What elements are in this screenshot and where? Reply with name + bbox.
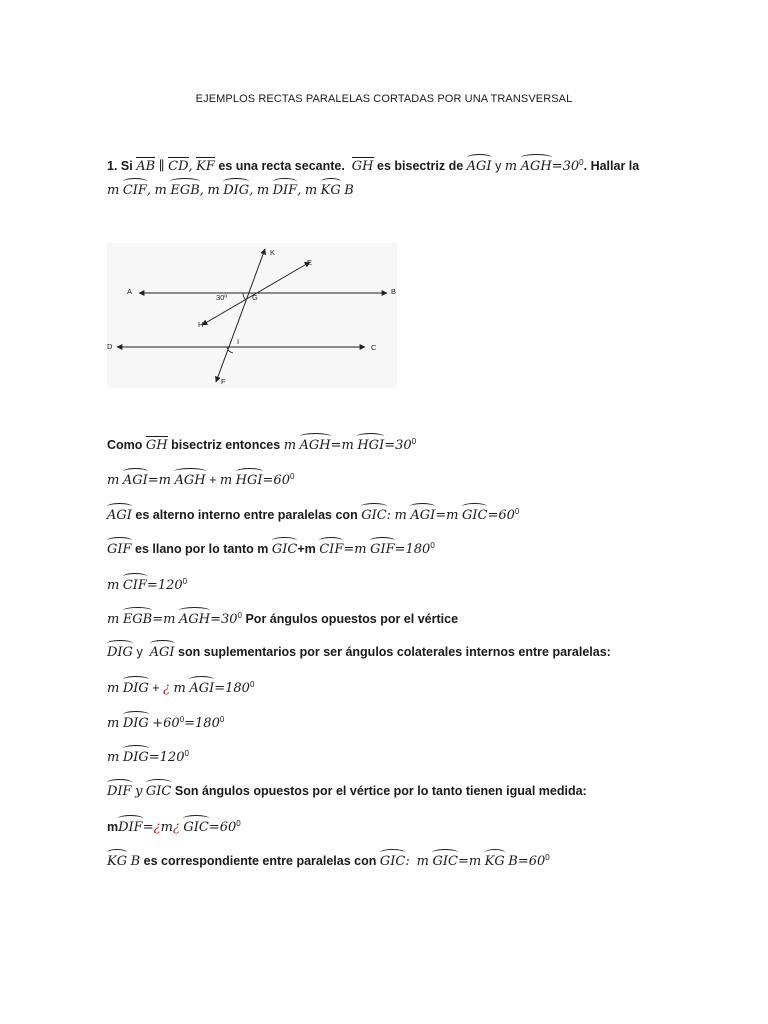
angle-dif: DIF	[118, 820, 143, 836]
angle-kg: KG	[107, 854, 128, 870]
angle-gic: GIC	[361, 508, 387, 524]
text-y: y	[136, 645, 143, 659]
angle-agi: AGI	[149, 645, 175, 660]
error-glyph: ¿	[153, 820, 161, 836]
measure-m: m	[158, 473, 171, 489]
angle-cif: CIF	[319, 542, 344, 558]
step-11	[107, 784, 587, 799]
measure-m: m	[107, 578, 120, 594]
text-como: Como	[107, 438, 143, 453]
measure-m: m	[173, 681, 186, 697]
label-g: G	[252, 293, 258, 302]
segment-kf: KF	[196, 159, 215, 175]
degree-sup: 0	[289, 472, 295, 481]
value: =60	[517, 854, 546, 870]
point-b: B	[344, 183, 354, 198]
angle-agi: AGI	[122, 473, 148, 489]
degree-sup: 0	[249, 680, 255, 689]
degree-sup: 0	[219, 715, 225, 724]
angle-arc-dig	[227, 347, 233, 353]
segment-cd: CD	[168, 159, 189, 175]
degree-sup: 0	[411, 437, 417, 446]
angle-hgi: HGI	[357, 438, 385, 454]
angle-dif: DIF	[107, 784, 132, 799]
parallel-lines-diagram	[107, 243, 397, 388]
angle-agi: AGI	[410, 508, 436, 524]
text: son suplementarios por ser ángulos colaterales internos entre paralelas:	[178, 645, 611, 659]
label-d: D	[107, 342, 113, 351]
measure-m: m	[163, 612, 176, 628]
equals: =	[147, 473, 159, 489]
document-title: EJEMPLOS RECTAS PARALELAS CORTADAS POR UNA TRANSVERSAL	[195, 93, 573, 105]
degree-sup: 0	[579, 158, 584, 167]
step-5	[107, 577, 187, 593]
measure-m: m	[207, 183, 220, 198]
line-kf	[216, 249, 265, 382]
problem-statement-line-2	[107, 183, 354, 198]
equals: =	[343, 542, 355, 558]
degree-sup: 0	[237, 611, 242, 620]
angle-gic: GIC	[432, 854, 458, 870]
angle-agh: AGH	[174, 473, 206, 489]
problem-number: 1.	[107, 159, 118, 174]
measure-m: m	[283, 438, 297, 454]
label-f: F	[221, 377, 226, 386]
text: es alterno interno entre paralelas con	[135, 508, 358, 523]
step-2	[107, 472, 294, 488]
equals: =	[142, 820, 154, 836]
text-secante: es una recta secante.	[218, 159, 345, 174]
step-12	[107, 819, 241, 835]
angle-gic: GIC	[271, 542, 298, 558]
plus-60: +60	[152, 716, 180, 732]
step-3	[107, 507, 519, 523]
value: =120	[146, 578, 183, 594]
plus-m: +m	[297, 542, 316, 557]
comma: ,	[199, 183, 204, 198]
comma: ,	[297, 183, 302, 198]
label-h: H	[198, 320, 204, 329]
angle-dig: DIG	[122, 681, 149, 697]
plus: +	[152, 681, 160, 696]
angle-agi: AGI	[466, 159, 492, 175]
degree-sup: 0	[430, 541, 435, 550]
measure-m: m	[446, 508, 459, 524]
label-c: C	[371, 343, 377, 352]
angle-agh: AGH	[299, 438, 331, 454]
measure-m: m	[468, 854, 482, 870]
error-glyph: ¿	[163, 681, 171, 697]
measure-m: m	[107, 183, 120, 198]
angle-cif: CIF	[122, 183, 147, 198]
value: =180	[214, 681, 250, 697]
degree-sup: 0	[179, 715, 185, 724]
degree-sup: 0	[182, 577, 188, 586]
degree-sup: 0	[514, 507, 520, 516]
angle-egb: EGB	[170, 183, 200, 198]
angle-dig: DIG	[107, 645, 133, 660]
angle-dig: DIG	[122, 716, 149, 732]
angle-gif: GIF	[370, 542, 395, 558]
point-b: B	[130, 854, 141, 870]
angle-gic: GIC	[461, 508, 488, 524]
measure-m: m	[416, 854, 429, 870]
angle-egb: EGB	[122, 612, 153, 628]
step-7	[107, 645, 611, 660]
step-4	[107, 541, 435, 557]
value: =120	[148, 750, 185, 766]
angle-kg: KG	[484, 854, 505, 870]
colon: :	[405, 854, 410, 870]
angle-gic: GIC	[145, 784, 172, 799]
equals: =	[457, 854, 469, 870]
value: =180	[184, 716, 220, 732]
measure-m: m	[107, 820, 119, 835]
measure-m: m	[107, 716, 120, 732]
label-k: K	[270, 248, 276, 257]
equals: =	[435, 508, 447, 524]
label-a: A	[127, 287, 133, 296]
ray-gh: GH	[351, 159, 374, 175]
step-10	[107, 749, 189, 765]
equals: =	[152, 612, 164, 628]
measure-m: m	[341, 438, 354, 454]
angle-agi: AGI	[107, 508, 132, 524]
measure-m: m	[354, 542, 367, 558]
text-bisectriz: es bisectriz de	[377, 159, 464, 174]
step-13	[107, 853, 550, 869]
label-i: I	[237, 337, 240, 346]
angle-gif: GIF	[107, 542, 132, 558]
degree-sup: 0	[545, 853, 550, 862]
step-9	[107, 715, 224, 731]
step-6	[107, 611, 458, 627]
angle-gic: GIC	[183, 820, 209, 836]
angle-agi: AGI	[189, 681, 215, 697]
angle-dif: DIF	[272, 183, 298, 198]
step-1	[107, 437, 416, 453]
measure-m: m	[154, 183, 167, 198]
text: Por ángulos opuestos por el vértice	[245, 612, 459, 627]
angle-dig: DIG	[223, 183, 250, 198]
measure-m: m	[107, 681, 120, 697]
value: =30	[384, 438, 412, 454]
value: =60	[208, 820, 237, 836]
segment-ab: AB	[136, 159, 156, 175]
measure-m: m	[160, 820, 173, 836]
value: =180	[394, 542, 431, 558]
measure-m: m	[107, 750, 120, 766]
colon: :	[386, 508, 392, 524]
comma: ,	[188, 159, 193, 175]
value: =60	[487, 508, 515, 524]
degree-sup: 0	[184, 749, 189, 758]
angle-gic: GIC	[379, 854, 406, 870]
angle-dig: DIG	[122, 750, 149, 766]
text-y: y	[495, 159, 502, 174]
angle-arc-agh	[243, 293, 245, 299]
text: es llano por lo tanto m	[135, 542, 269, 557]
plus: +	[209, 473, 217, 488]
label-30-degrees: 30º	[216, 293, 228, 302]
text-y: y	[135, 784, 143, 799]
comma: ,	[249, 183, 254, 198]
text: es correspondiente entre paralelas con	[143, 854, 377, 869]
value: =60	[262, 473, 290, 489]
angle-kgb: KG	[320, 183, 341, 198]
point-b: B	[508, 854, 518, 870]
measure-m: m	[219, 473, 233, 489]
text: Son ángulos opuestos por el vértice por lo tanto tienen igual medida:	[174, 784, 587, 798]
angle-hgi: HGI	[235, 473, 263, 489]
measure-m: m	[304, 183, 318, 198]
parallel-symbol: ∥	[158, 159, 165, 175]
angle-agh: AGH	[520, 159, 552, 175]
measure-m: m	[107, 612, 120, 628]
angle-cif: CIF	[122, 578, 147, 594]
text: bisectriz entonces	[171, 438, 281, 453]
measure-m: m	[256, 183, 270, 198]
value: =30	[210, 612, 238, 628]
degree-sup: 0	[236, 819, 241, 828]
problem-statement-line-1	[107, 158, 639, 174]
text-hallar: . Hallar la	[583, 159, 640, 174]
step-8	[107, 680, 254, 696]
measure-m: m	[394, 508, 407, 524]
angle-agh: AGH	[178, 612, 211, 628]
measure-m: m	[107, 473, 120, 489]
error-glyph: ¿	[172, 820, 180, 836]
text-si: Si	[120, 159, 133, 174]
measure-m: m	[504, 159, 518, 175]
label-e: E	[307, 258, 313, 267]
label-b: B	[391, 287, 397, 296]
ray-gh: GH	[145, 438, 168, 454]
comma: ,	[146, 183, 152, 198]
value-30: =30	[551, 159, 580, 175]
equals: =	[330, 438, 342, 454]
